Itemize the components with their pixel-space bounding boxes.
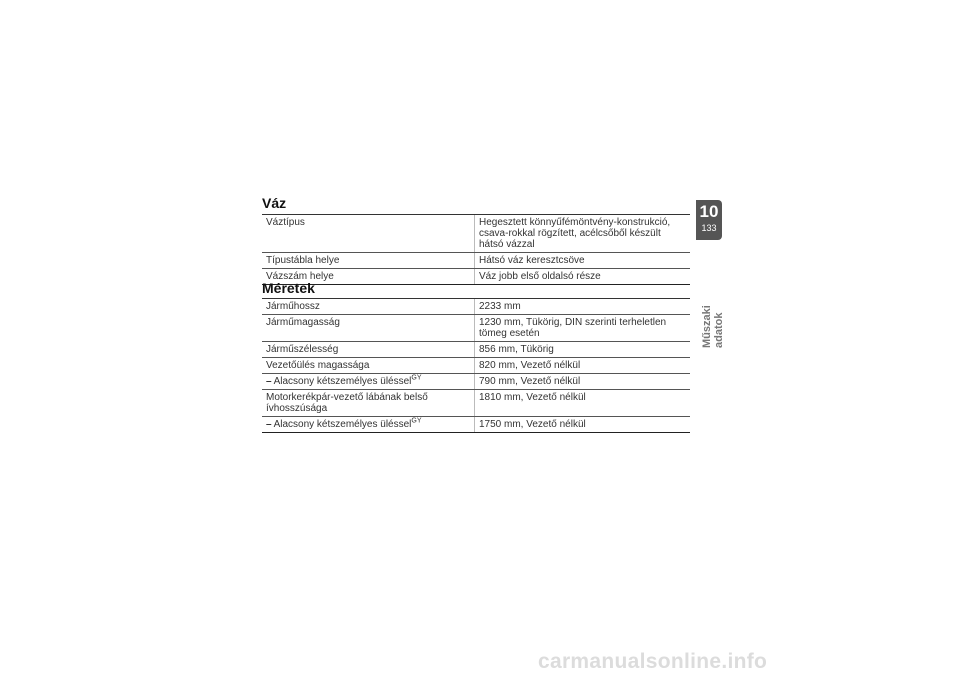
section-title-vaz: Váz — [262, 195, 287, 211]
dimensions-spec-table — [262, 298, 690, 433]
spec-value: Váz jobb első oldalsó része — [474, 269, 690, 284]
spec-label: Járműmagasság — [266, 317, 340, 328]
spec-value: 1750 mm, Vezető nélkül — [474, 417, 690, 432]
dash-marker: – — [266, 376, 272, 387]
spec-value: 790 mm, Vezető nélkül — [474, 374, 690, 389]
page-number: 133 — [701, 223, 717, 233]
table-row — [262, 342, 690, 358]
table-row — [262, 253, 690, 269]
table-row — [262, 358, 690, 374]
spec-label-text: Alacsony kétszemélyes üléssel — [273, 376, 412, 387]
spec-label: Vázszám helye — [266, 271, 334, 282]
table-row — [262, 417, 690, 433]
chapter-tab — [696, 200, 722, 240]
spec-value: 2233 mm — [474, 299, 690, 314]
spec-value: 1230 mm, Tükörig, DIN szerinti terheletlen tömeg esetén — [474, 315, 690, 341]
spec-label: Járműszélesség — [266, 344, 339, 355]
footnote-marker: GY — [411, 417, 422, 425]
spec-value: 856 mm, Tükörig — [474, 342, 690, 357]
spec-label: Járműhossz — [266, 301, 320, 312]
spec-label-sub — [262, 417, 474, 432]
chapter-side-label: Műszaki adatok — [701, 305, 725, 348]
spec-label-sub — [262, 374, 474, 389]
spec-label: Váztípus — [266, 217, 305, 228]
spec-value: 1810 mm, Vezető nélkül — [474, 390, 690, 416]
dash-marker: – — [266, 419, 272, 430]
table-row — [262, 390, 690, 417]
spec-label: Vezetőülés magassága — [266, 360, 370, 371]
spec-label: Típustábla helye — [266, 255, 340, 266]
section-title-meretek: Méretek — [262, 280, 315, 296]
spec-value: 820 mm, Vezető nélkül — [474, 358, 690, 373]
spec-label: Motorkerékpár-vezető lábának belső ívhosszúsága — [266, 392, 428, 414]
chapter-number: 10 — [699, 202, 719, 221]
footnote-marker: GY — [411, 374, 422, 382]
spec-value: Hátsó váz keresztcsöve — [474, 253, 690, 268]
table-row — [262, 299, 690, 315]
spec-label-text: Alacsony kétszemélyes üléssel — [273, 419, 412, 430]
table-row — [262, 215, 690, 253]
spec-value: Hegesztett könnyűfémöntvény-konstrukció, csava-rokkal rögzített, acélcsőből készült hátsó vázzal — [474, 215, 690, 252]
watermark: carmanualsonline.info — [538, 650, 768, 673]
table-row — [262, 315, 690, 342]
frame-spec-table — [262, 214, 690, 285]
table-row — [262, 269, 690, 285]
table-row — [262, 374, 690, 390]
